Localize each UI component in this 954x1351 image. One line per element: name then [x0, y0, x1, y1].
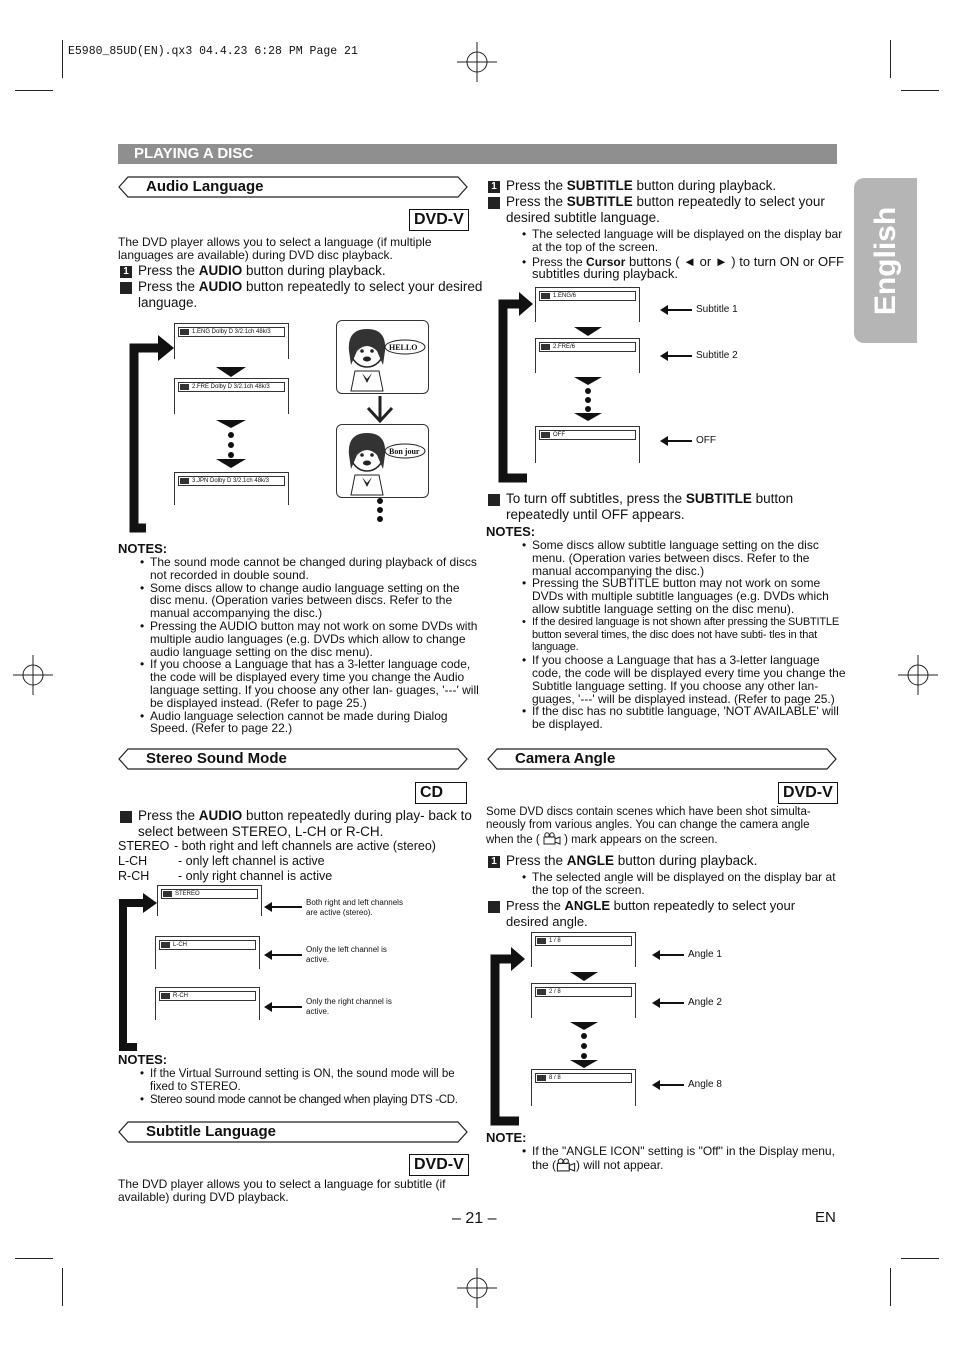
- subtitle-screen-2: 2.FRE/6: [535, 338, 640, 373]
- angle-screen-2: 2 / 8: [531, 983, 636, 1018]
- angle-screen-3: 8 / 8: [531, 1069, 636, 1106]
- camera-intro: Some DVD discs contain scenes which have been shot simulta- neously from various angles. You can change the camera angle when the ( ) mark appears on the screen.: [486, 806, 811, 846]
- subtitle-notes-title: NOTES:: [486, 524, 536, 539]
- crop-mark: [890, 1268, 891, 1306]
- audio-notes-list: [136, 556, 480, 735]
- left-arrow-icon: [660, 351, 692, 361]
- language-side-tab: English: [854, 178, 917, 343]
- crop-mark: [62, 40, 63, 78]
- step-number-1: 1: [488, 856, 500, 868]
- stereo-notes-list: [136, 1068, 480, 1106]
- list-item: • The selected angle will be displayed on the display bar at the top of the screen.: [532, 871, 850, 897]
- crop-mark: [15, 90, 53, 91]
- dvd-v-badge: DVD-V: [409, 1154, 469, 1176]
- step-number-3: 3: [488, 494, 500, 506]
- subtitle-language-heading: Subtitle Language: [118, 1121, 468, 1143]
- left-arrow-icon: [660, 305, 692, 315]
- left-arrow-icon: [264, 1002, 302, 1012]
- angle-screen-1: 1 / 8: [531, 932, 636, 967]
- list-item: • The selected language will be displayed on the display bar at the top of the screen.: [532, 228, 850, 254]
- audio-intro: The DVD player allows you to select a language (if multiple languages are available) during DVD disc playback.: [118, 235, 432, 262]
- girl-speaking-english-illustration: [336, 320, 429, 394]
- camera-step-2: 2 Press the ANGLE button repeatedly to select your desired angle.: [482, 898, 796, 929]
- subtitle-label-2: Subtitle 2: [696, 350, 738, 361]
- audio-screen-1: 1.ENG Dolby D 3/2.1ch 48k/3: [174, 323, 289, 359]
- camera-angle-heading: Camera Angle: [487, 748, 837, 770]
- stereo-screen-1: STEREO: [157, 885, 262, 916]
- list-item: • If the desired language is not shown after pressing the SUBTITLE button several times, the disc does not have subti- tles in that language.: [532, 616, 852, 654]
- list-item: • Pressing the AUDIO button may not work on some DVDs with multiple audio languages (e.g. DVDs which allow to change audio language setting on the disc menu).: [150, 620, 480, 658]
- down-arrow-icon: [574, 327, 602, 336]
- ellipsis-dots-icon: [570, 1022, 598, 1068]
- audio-language-heading: Audio Language: [118, 176, 468, 198]
- bubble-hello: HELLO: [389, 343, 418, 352]
- crop-mark: [62, 1268, 63, 1306]
- left-arrow-icon: [264, 950, 302, 960]
- angle-label-1: Angle 1: [688, 949, 722, 960]
- audio-screen-2: 2.FRE Dolby D 3/2.1ch 48k/3: [174, 378, 289, 414]
- camera-note-list: [518, 1145, 842, 1172]
- cd-badge: CD: [415, 782, 467, 804]
- step-number-1: 1: [120, 811, 132, 823]
- audio-screen-3: 3.JPN Dolby D 3/2.1ch 48k/3: [174, 472, 289, 505]
- dvd-v-badge: DVD-V: [778, 782, 838, 804]
- step-number-1: 1: [488, 181, 500, 193]
- angle-label-2: Angle 2: [688, 997, 722, 1008]
- list-item: • If you choose a Language that has a 3-letter language code, the code will be displayed every time you change the Audio language setting. If you choose any other lan- guages, '---' will be displayed instead. (Refer to page 25.): [150, 658, 480, 709]
- subtitle-intro: The DVD player allows you to select a language for subtitle (if available) during DVD playback.: [118, 1177, 446, 1204]
- stereo-label-3: Only the right channel is active.: [306, 997, 392, 1016]
- crop-mark: [15, 1258, 53, 1259]
- registration-mark-icon: [457, 42, 497, 82]
- registration-mark-icon: [457, 1268, 497, 1308]
- crop-mark: [901, 1258, 939, 1259]
- audio-step-2: 2 Press the AUDIO button repeatedly to select your desired language.: [114, 279, 483, 310]
- table-row: STEREO - both right and left channels are active (stereo): [118, 839, 436, 853]
- down-arrow-icon: [216, 367, 246, 377]
- subtitle-step-2: 2 Press the SUBTITLE button repeatedly to select your desired subtitle language.: [482, 194, 825, 225]
- down-arrow-icon: [570, 972, 598, 981]
- camera-angle-icon: [556, 1158, 576, 1172]
- stereo-label-2: Only the left channel is active.: [306, 945, 387, 964]
- list-item: • If you choose a Language that has a 3-letter language code, the code will be displayed every time you change the Subtitle language setting. If you choose any other lan- guages, '---' will be displayed instead. (Refer to page 25.): [532, 654, 852, 705]
- list-item: • If the disc has no subtitle language, 'NOT AVAILABLE' will be displayed.: [532, 705, 852, 731]
- subtitle-label-1: Subtitle 1: [696, 304, 738, 315]
- left-arrow-icon: [652, 998, 684, 1008]
- list-item: • Audio language selection cannot be made during Dialog Speed. (Refer to page 22.): [150, 710, 480, 736]
- stereo-sound-mode-heading: Stereo Sound Mode: [118, 748, 468, 770]
- crop-mark: [901, 90, 939, 91]
- dvd-v-badge: DVD-V: [409, 209, 469, 231]
- list-item: • The sound mode cannot be changed during playback of discs not recorded in double sound.: [150, 556, 480, 582]
- ellipsis-dots-icon: [216, 420, 246, 468]
- audio-notes-title: NOTES:: [118, 541, 168, 556]
- file-header: E5980_85UD(EN).qx3 04.4.23 6:28 PM Page 21: [68, 45, 358, 58]
- stereo-step-1: 1 Press the AUDIO button repeatedly during play- back to select between STEREO, L-CH or R-CH.: [114, 808, 472, 839]
- left-arrow-icon: [652, 950, 684, 960]
- stereo-screen-2: L-CH: [155, 936, 260, 969]
- language-code: EN: [815, 1209, 836, 1226]
- stereo-label-1: Both right and left channels are active (stereo).: [306, 898, 403, 917]
- camera-angle-icon: [543, 832, 561, 845]
- stereo-notes-title: NOTES:: [118, 1052, 168, 1067]
- table-row: R-CH - only right channel is active: [118, 869, 333, 883]
- list-item: • Some discs allow to change audio language setting on the disc menu. (Operation varies between discs. Refer to the manual accompanying the disc.): [150, 582, 480, 620]
- camera-step-1: 1 Press the ANGLE button during playback.: [488, 853, 838, 869]
- bubble-bonjour: Bon jour: [389, 447, 420, 456]
- list-item: • If the Virtual Surround setting is ON, the sound mode will be fixed to STEREO.: [150, 1068, 480, 1094]
- camera-step1-bullets: [518, 871, 850, 897]
- stereo-screen-3: R-CH: [155, 987, 260, 1020]
- step-number-2: 2: [488, 197, 500, 209]
- registration-mark-icon: [898, 655, 938, 695]
- crop-mark: [890, 40, 891, 78]
- subtitle-step2-bullets: [518, 228, 850, 281]
- table-row: L-CH - only left channel is active: [118, 854, 325, 868]
- section-title-bar: [118, 144, 837, 164]
- list-item: • If the "ANGLE ICON" setting is "Off" in the Display menu, the ( ) will not appear.: [532, 1145, 842, 1172]
- step-number-1: 1: [120, 266, 132, 278]
- list-item: • Press the Cursor buttons ( ◄ or ► ) to turn ON or OFF subtitles during playback.: [532, 256, 850, 282]
- angle-label-3: Angle 8: [688, 1079, 722, 1090]
- down-arrow-icon: [365, 396, 395, 424]
- left-arrow-icon: [264, 902, 302, 912]
- girl-speaking-french-illustration: [336, 424, 429, 498]
- cycle-arrow-icon: [117, 893, 167, 1053]
- list-item: • Some discs allow subtitle language setting on the disc menu. (Operation varies between discs. Refer to the manual accompanying the disc.): [532, 539, 852, 577]
- camera-note-title: NOTE:: [486, 1130, 527, 1145]
- ellipsis-dots-icon: [574, 377, 602, 421]
- left-arrow-icon: [660, 436, 692, 446]
- subtitle-step-3: 3 To turn off subtitles, press the SUBTITLE button repeatedly until OFF appears.: [482, 491, 794, 522]
- audio-step-1: 1 Press the AUDIO button during playback.: [120, 263, 470, 279]
- list-item: • Pressing the SUBTITLE button may not work on some DVDs with multiple subtitle languages (e.g. DVDs which allow subtitle language setting on the disc menu).: [532, 577, 852, 615]
- subtitle-step-1: 1 Press the SUBTITLE button during playback.: [488, 178, 838, 194]
- ellipsis-dots-icon: [374, 497, 386, 525]
- registration-mark-icon: [13, 655, 53, 695]
- section-title: PLAYING A DISC: [134, 145, 254, 162]
- subtitle-screen-3: OFF: [535, 426, 640, 463]
- left-arrow-icon: [652, 1080, 684, 1090]
- subtitle-label-3: OFF: [696, 435, 716, 446]
- subtitle-notes-list: [518, 539, 852, 731]
- stereo-mode-table: [118, 839, 436, 884]
- list-item: • Stereo sound mode cannot be changed when playing DTS -CD.: [150, 1094, 480, 1107]
- step-number-2: 2: [120, 282, 132, 294]
- step-number-2: 2: [488, 901, 500, 913]
- subtitle-screen-1: 1.ENG/6: [535, 287, 640, 322]
- page-number: – 21 –: [452, 1210, 497, 1227]
